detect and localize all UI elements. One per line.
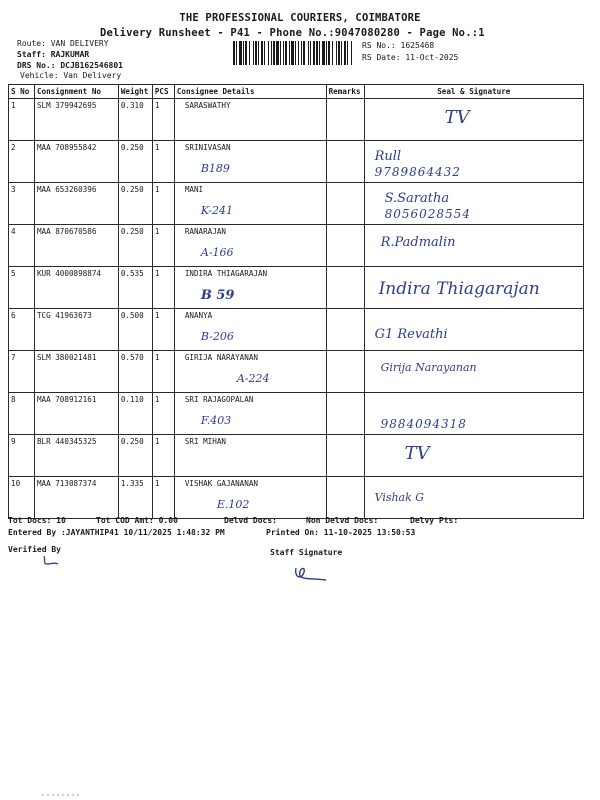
cell-signature	[364, 309, 583, 351]
consignee-name: VISHAK GAJANANAN	[184, 479, 258, 488]
handwritten-note: K-241	[200, 204, 233, 217]
entered-by: Entered By :JAYANTHIP41 10/11/2025 1:48:32 PM	[8, 528, 225, 537]
cell-remarks	[326, 183, 364, 225]
cell-consignment-no: SLM 379942695	[34, 99, 118, 141]
table-row	[9, 267, 584, 309]
signature-text: TV	[404, 443, 430, 464]
consignee-name: SARASWATHY	[184, 101, 231, 110]
rs-date: RS Date: 11-Oct-2025	[362, 53, 459, 62]
cell-weight: 0.250	[118, 141, 152, 183]
signature-text: TV	[444, 107, 470, 128]
cell-remarks	[326, 267, 364, 309]
barcode-graphic	[232, 41, 356, 65]
col-remarks: Remarks	[326, 85, 364, 99]
consignee-name: SRI MIHAN	[184, 437, 226, 446]
barcode-bar	[316, 41, 318, 65]
barcode-bar	[261, 41, 263, 65]
consignee-name: MANI	[184, 185, 204, 194]
barcode-bar	[268, 41, 269, 65]
runsheet-body	[9, 99, 584, 519]
cell-consignee	[174, 141, 326, 183]
cell-weight: 0.250	[118, 435, 152, 477]
cell-pcs: 1	[152, 309, 174, 351]
cell-remarks	[326, 477, 364, 519]
delivered-docs: Delvd Docs:	[224, 516, 277, 525]
col-sno: S No	[9, 85, 35, 99]
cell-signature	[364, 477, 583, 519]
barcode-bar	[322, 41, 325, 65]
barcode-bar	[338, 41, 340, 65]
cell-consignment-no: KUR 4000898874	[34, 267, 118, 309]
barcode-bar	[258, 41, 259, 65]
scan-speck	[42, 792, 122, 798]
runsheet-table	[8, 84, 584, 519]
cell-signature	[364, 183, 583, 225]
col-consignment-no: Consignment No	[34, 85, 118, 99]
cell-weight: 0.570	[118, 351, 152, 393]
table-row	[9, 183, 584, 225]
cell-remarks	[326, 309, 364, 351]
cell-consignment-no: MAA 653260396	[34, 183, 118, 225]
col-consignee-details: Consignee Details	[174, 85, 326, 99]
cell-pcs: 1	[152, 225, 174, 267]
barcode-bar	[255, 41, 257, 65]
barcode-image	[232, 41, 356, 65]
consignee-name: RANARAJAN	[184, 227, 226, 236]
barcode-bar	[319, 41, 320, 65]
cell-signature	[364, 351, 583, 393]
cell-weight: 0.310	[118, 99, 152, 141]
staff-signature-stroke	[296, 568, 326, 580]
barcode-bar	[326, 41, 327, 65]
cell-pcs: 1	[152, 435, 174, 477]
cell-remarks	[326, 141, 364, 183]
cell-signature	[364, 99, 583, 141]
cell-consignment-no: MAA 708912161	[34, 393, 118, 435]
document-title: THE PROFESSIONAL COURIERS, COIMBATORE	[179, 12, 421, 24]
barcode-bar	[351, 41, 352, 65]
drs-number: DRS No.: DCJB162546801	[17, 61, 123, 70]
barcode-bar	[310, 41, 311, 65]
barcode-bar	[280, 41, 281, 65]
table-row	[9, 225, 584, 267]
runsheet-subtitle: Delivery Runsheet - P41 - Phone No.:9047080280 - Page No.:1	[100, 27, 485, 39]
cell-consignee	[174, 477, 326, 519]
vehicle-label: Vehicle: Van Delivery	[20, 71, 122, 80]
consignee-name: GIRIJA NARAYANAN	[184, 353, 258, 362]
cell-signature	[364, 393, 583, 435]
cell-remarks	[326, 393, 364, 435]
cell-consignment-no: MAA 708955842	[34, 141, 118, 183]
delivery-points: Delvy Pts:	[410, 516, 459, 525]
cell-consignment-no: MAA 713087374	[34, 477, 118, 519]
col-pcs: PCS	[152, 85, 174, 99]
barcode-bar	[301, 41, 302, 65]
signature-text: Girija Narayanan	[380, 361, 477, 374]
barcode-bar	[298, 41, 299, 65]
consignee-name: SRI RAJAGOPALAN	[184, 395, 254, 404]
cell-weight: 0.500	[118, 309, 152, 351]
col-weight: Weight	[118, 85, 152, 99]
cell-consignment-no: SLM 380021481	[34, 351, 118, 393]
printed-on: Printed On: 11-10-2025 13:50:53	[266, 528, 416, 537]
cell-remarks	[326, 435, 364, 477]
cell-signature	[364, 225, 583, 267]
barcode-bar	[245, 41, 247, 65]
table-row	[9, 309, 584, 351]
cell-signature	[364, 141, 583, 183]
cell-weight: 0.110	[118, 393, 152, 435]
table-row	[9, 351, 584, 393]
barcode-bar	[313, 41, 315, 65]
barcode-bar	[243, 41, 244, 65]
cell-consignee	[174, 309, 326, 351]
signature-text: R.Padmalin	[380, 235, 456, 250]
cell-consignee	[174, 225, 326, 267]
cell-consignment-no: MAA 870670586	[34, 225, 118, 267]
cell-pcs: 1	[152, 477, 174, 519]
total-cod: Tot COD Amt: 0.00	[96, 516, 178, 525]
signature-text: Indira Thiagarajan	[378, 279, 540, 299]
cell-weight: 0.250	[118, 183, 152, 225]
barcode-bar	[289, 41, 290, 65]
cell-sno: 6	[9, 309, 35, 351]
barcode-bar	[276, 41, 279, 65]
barcode-bar	[249, 41, 250, 65]
table-row	[9, 435, 584, 477]
verifier-signature-stroke	[44, 556, 58, 564]
cell-pcs: 1	[152, 393, 174, 435]
signature-text: G1 Revathi	[374, 327, 448, 342]
cell-sno: 8	[9, 393, 35, 435]
table-header-row	[9, 85, 584, 99]
barcode-bar	[308, 41, 309, 65]
verifier-signature	[40, 554, 64, 568]
cell-pcs: 1	[152, 141, 174, 183]
handwritten-note: B-206	[200, 330, 234, 343]
cell-pcs: 1	[152, 183, 174, 225]
route-label: Route: VAN DELIVERY	[17, 39, 109, 48]
cell-sno: 1	[9, 99, 35, 141]
barcode-bar	[285, 41, 287, 65]
cell-sno: 3	[9, 183, 35, 225]
handwritten-note: B 59	[200, 288, 235, 303]
staff-signature-mark	[292, 564, 332, 584]
signature-text: Vishak G	[374, 491, 425, 504]
cell-consignment-no: TCG 41963673	[34, 309, 118, 351]
barcode-bar	[336, 41, 337, 65]
handwritten-note: B189	[200, 162, 230, 175]
cell-sno: 9	[9, 435, 35, 477]
staff-signature-label: Staff Signature	[270, 548, 343, 557]
handwritten-note: E.102	[216, 498, 250, 511]
barcode-bar	[271, 41, 272, 65]
barcode-bar	[291, 41, 294, 65]
cell-remarks	[326, 99, 364, 141]
cell-sno: 4	[9, 225, 35, 267]
barcode-bar	[233, 41, 235, 65]
cell-weight: 0.250	[118, 225, 152, 267]
cell-weight: 1.335	[118, 477, 152, 519]
table-row	[9, 393, 584, 435]
barcode-bar	[253, 41, 254, 65]
cell-consignee	[174, 393, 326, 435]
rs-number: RS No.: 1625468	[362, 41, 435, 50]
handwritten-note: A-224	[236, 372, 270, 385]
barcode-bar	[332, 41, 333, 65]
barcode-bar	[295, 41, 296, 65]
barcode-bar	[341, 41, 342, 65]
table-row	[9, 141, 584, 183]
consignee-name: SRINIVASAN	[184, 143, 231, 152]
cell-pcs: 1	[152, 351, 174, 393]
cell-remarks	[326, 351, 364, 393]
cell-sno: 2	[9, 141, 35, 183]
cell-pcs: 1	[152, 267, 174, 309]
consignee-name: ANANYA	[184, 311, 213, 320]
cell-signature	[364, 435, 583, 477]
table-row	[9, 99, 584, 141]
cell-signature	[364, 267, 583, 309]
non-delivered-docs: Non Delvd Docs:	[306, 516, 379, 525]
barcode-bar	[283, 41, 284, 65]
cell-pcs: 1	[152, 99, 174, 141]
cell-consignee	[174, 435, 326, 477]
verified-by-label: Verified By	[8, 545, 61, 554]
handwritten-note: A-166	[200, 246, 234, 259]
handwritten-note: F.403	[200, 414, 232, 427]
barcode-bar	[239, 41, 242, 65]
cell-consignee	[174, 99, 326, 141]
barcode-bar	[264, 41, 265, 65]
cell-sno: 5	[9, 267, 35, 309]
col-seal-signature: Seal & Signature	[364, 85, 583, 99]
barcode-bar	[347, 41, 348, 65]
cell-consignee	[174, 267, 326, 309]
cell-sno: 7	[9, 351, 35, 393]
cell-consignee	[174, 183, 326, 225]
total-docs: Tot Docs: 10	[8, 516, 66, 525]
signature-text: S.Saratha	[384, 191, 450, 206]
consignee-name: INDIRA THIAGARAJAN	[184, 269, 268, 278]
barcode-bar	[273, 41, 275, 65]
barcode-bar	[344, 41, 346, 65]
staff-label: Staff: RAJKUMAR	[17, 50, 90, 59]
signature-text: Rull	[374, 149, 402, 164]
barcode-bar	[328, 41, 330, 65]
barcode-bar	[236, 41, 237, 65]
cell-consignment-no: BLR 440345325	[34, 435, 118, 477]
signature-phone: 9884094318	[380, 417, 467, 431]
table-row	[9, 477, 584, 519]
cell-consignee	[174, 351, 326, 393]
signature-phone: 8056028554	[384, 207, 471, 221]
barcode-bar	[303, 41, 305, 65]
cell-sno: 10	[9, 477, 35, 519]
cell-remarks	[326, 225, 364, 267]
signature-phone: 9789864432	[374, 165, 461, 179]
cell-weight: 0.535	[118, 267, 152, 309]
